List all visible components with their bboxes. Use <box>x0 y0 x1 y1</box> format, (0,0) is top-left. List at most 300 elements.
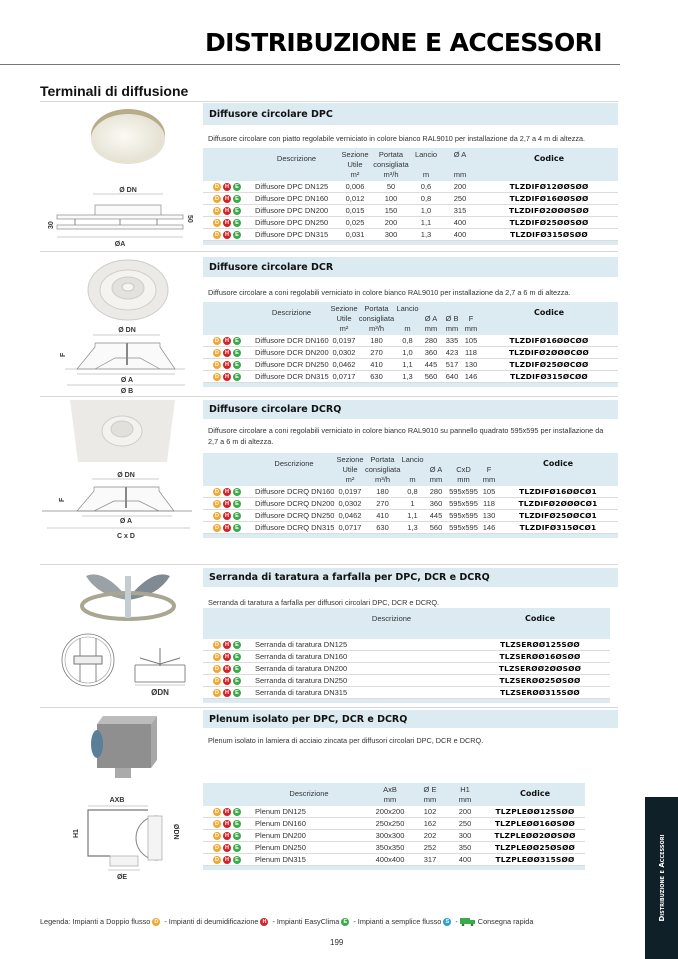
cell-code: TLZSERØØ125SØØ <box>470 639 610 651</box>
dpc-table <box>203 148 618 245</box>
dim-dn: Ø DN <box>119 187 137 194</box>
column-header <box>400 453 425 486</box>
table-row <box>203 181 618 193</box>
dim-a: Ø A <box>119 518 133 525</box>
dim-cd: C x D <box>117 533 135 540</box>
column-header-line: mm <box>464 324 478 333</box>
badge-e-icon: E <box>233 183 241 191</box>
column-header-line: AxB <box>383 785 397 794</box>
table-row <box>203 371 618 383</box>
table-row <box>203 818 585 830</box>
cell-value: 1,1 <box>412 217 440 229</box>
dpc-product-image <box>88 108 168 168</box>
table-row <box>203 842 585 854</box>
dpc-description: Diffusore circolare con piatto regolabile verniciato in colore bianco RAL9010 per installazione da 2,7 a 4 m di altezza. <box>208 134 586 143</box>
column-header-line <box>440 160 480 170</box>
column-header-line <box>412 160 440 170</box>
column-header-line: Descrizione <box>271 308 312 317</box>
badge-e-icon: E <box>233 231 241 239</box>
table-row <box>203 193 618 205</box>
cell-value: 0,0197 <box>335 486 365 498</box>
cell-description: Plenum DN160 <box>253 818 365 830</box>
cell-value: 250x250 <box>365 818 415 830</box>
cell-value: 0,8 <box>395 335 420 347</box>
cell-value: 1,3 <box>400 522 425 534</box>
title-divider <box>0 64 620 65</box>
cell-value: 595x595 <box>447 522 480 534</box>
cell-value: 200 <box>440 181 480 193</box>
dim-dn: Ø DN <box>118 327 136 334</box>
column-header <box>420 302 442 335</box>
column-header <box>253 148 340 181</box>
cell-value: 0,006 <box>340 181 370 193</box>
column-header-line <box>480 455 498 465</box>
serranda-table <box>203 608 610 703</box>
column-header <box>462 302 480 335</box>
system-badges <box>203 687 253 699</box>
badge-e-icon: E <box>341 918 349 926</box>
column-header-line: mm <box>458 795 472 804</box>
column-header-line: F <box>468 314 474 323</box>
column-header-line: Descrizione <box>289 789 329 798</box>
table-header-row <box>203 608 610 639</box>
badge-d-icon: D <box>213 653 221 661</box>
cell-description: Serranda di taratura DN160 <box>253 651 470 663</box>
cell-value: 335 <box>442 335 462 347</box>
cell-value: 0,0302 <box>335 498 365 510</box>
dcr-description: Diffusore circolare a coni regolabili verniciato in colore bianco RAL9010 per installazione da 2,7 a 6 m di altezza. <box>208 288 571 297</box>
cell-value: 162 <box>415 818 445 830</box>
cell-description: Diffusore DCR DN160 <box>255 336 329 345</box>
table-row <box>203 522 618 534</box>
badge-e-icon: E <box>233 373 241 381</box>
cell-description: Serranda di taratura DN315 <box>253 687 470 699</box>
column-header-line: mm <box>445 324 459 333</box>
column-header <box>253 302 330 335</box>
cell-value: 400 <box>440 229 480 241</box>
cell-description: Diffusore DCRQ DN160 <box>255 487 335 496</box>
cell-value: 315 <box>440 205 480 217</box>
column-header-line: m³/h <box>383 170 399 179</box>
cell-description: Diffusore DPC DN200 <box>253 205 340 217</box>
cell-value: 105 <box>462 335 480 347</box>
serranda-product-image <box>78 570 178 625</box>
cell-description: Diffusore DCRQ DN250 <box>255 511 335 520</box>
cell-value: 1,3 <box>395 371 420 383</box>
column-header-line <box>425 455 447 465</box>
cell-code: TLZDIFØ12ØØSØØ <box>480 181 618 193</box>
cell-value: 180 <box>358 335 395 347</box>
badge-h-icon: H <box>223 195 231 203</box>
badge-e-icon: E <box>233 665 241 673</box>
table-footer <box>203 699 610 704</box>
badge-e-icon: E <box>233 820 241 828</box>
side-tab-label: Distribuzione e Accessori <box>657 834 666 922</box>
table-footer-bar <box>203 534 618 539</box>
column-header-line: Descrizione <box>274 459 314 468</box>
column-header-line: m <box>404 324 411 333</box>
cell-value: 560 <box>420 371 442 383</box>
cell-value: 0,0302 <box>330 347 358 359</box>
column-header <box>365 783 415 806</box>
cell-value: 423 <box>442 347 462 359</box>
column-header-line: Portata <box>378 150 404 159</box>
cell-code: TLZDIFØ315ØSØØ <box>480 229 618 241</box>
table-footer-bar <box>203 383 618 388</box>
badge-d-icon: D <box>213 349 221 357</box>
badge-d-icon: D <box>213 665 221 673</box>
cell-value: 146 <box>462 371 480 383</box>
table-row <box>203 675 610 687</box>
badge-h-icon: H <box>223 337 231 345</box>
column-header-line: Ø A <box>453 150 467 159</box>
cell-value: 360 <box>425 498 447 510</box>
divider <box>40 707 618 708</box>
badge-e-icon: E <box>233 641 241 649</box>
dcr-dimension-diagram <box>55 325 185 395</box>
cell-value: 317 <box>415 854 445 866</box>
column-header <box>253 453 335 486</box>
column-header-line: F <box>486 465 492 474</box>
legend-double-flow: Legenda: Impianti a Doppio flusso <box>40 917 151 926</box>
dpc-dimension-diagram <box>45 185 195 250</box>
cell-code: TLZPLEØØ16ØSØØ <box>485 818 585 830</box>
serranda-description: Serranda di taratura a farfalla per diffusori circolari DPC, DCR e DCRQ. <box>208 598 440 607</box>
badge-h-icon: H <box>223 808 231 816</box>
cell-value: 630 <box>358 371 395 383</box>
badge-h-icon: H <box>223 488 231 496</box>
badge-h-icon: H <box>223 231 231 239</box>
cell-value: 0,8 <box>412 193 440 205</box>
divider <box>40 396 618 397</box>
dcr-product-image <box>83 258 173 322</box>
legend-simple-flow: - Impianti a semplice flusso <box>353 917 442 926</box>
column-header-line: consigliata <box>365 465 401 474</box>
column-header-line: Codice <box>533 308 564 317</box>
column-header-line: Codice <box>519 789 550 798</box>
column-header-line: Lancio <box>396 304 419 313</box>
badge-h-icon: H <box>223 641 231 649</box>
column-header <box>415 783 445 806</box>
badge-e-icon: E <box>233 524 241 532</box>
system-badges <box>203 639 253 651</box>
column-header-line <box>400 465 425 475</box>
column-header-line: Ø E <box>423 785 437 794</box>
table-header-row <box>203 302 618 335</box>
cell-code: TLZDIFØ25ØØSØØ <box>480 217 618 229</box>
cell-value: 1 <box>400 498 425 510</box>
dim-a: Ø A <box>120 377 134 384</box>
column-header <box>480 148 618 181</box>
column-header-line: Codice <box>533 154 564 163</box>
badge-e-icon: E <box>233 856 241 864</box>
badge-e-icon: E <box>233 808 241 816</box>
system-badges <box>203 486 253 498</box>
cell-description: Diffusore DPC DN160 <box>253 193 340 205</box>
cell-value: 1,3 <box>412 229 440 241</box>
column-header-line: Ø A <box>429 465 443 474</box>
cell-value: 300 <box>445 830 485 842</box>
table-row <box>203 510 618 522</box>
badge-e-icon: E <box>233 677 241 685</box>
cell-code: TLZDIFØ315ØCØØ <box>480 371 618 383</box>
column-header-line <box>462 304 480 314</box>
column-header <box>340 148 370 181</box>
badge-h-icon: H <box>223 689 231 697</box>
system-badges <box>203 510 253 522</box>
dcrq-dimension-diagram <box>42 470 192 542</box>
cell-value: 180 <box>365 486 400 498</box>
column-header-line: consigliata <box>373 160 409 169</box>
column-header-line: Portata <box>370 455 395 464</box>
badge-e-icon: E <box>233 653 241 661</box>
system-badges <box>203 335 253 347</box>
section-subtitle: Terminali di diffusione <box>40 83 189 99</box>
truck-icon <box>460 918 476 926</box>
system-badges <box>203 854 253 866</box>
cell-code: TLZDIFØ25ØØCØØ <box>480 359 618 371</box>
cell-value: 300 <box>370 229 412 241</box>
dim-dn: ØDN <box>151 688 169 697</box>
cell-description: Serranda di taratura DN200 <box>253 663 470 675</box>
badge-h-icon: H <box>223 361 231 369</box>
column-header <box>330 302 358 335</box>
cell-value: 350 <box>445 842 485 854</box>
system-badges <box>203 371 253 383</box>
cell-code: TLZDIFØ2ØØØCØ1 <box>498 498 618 510</box>
badge-d-icon: D <box>213 689 221 697</box>
column-header-line: mm <box>423 795 437 804</box>
cell-code: TLZPLEØØ315SØØ <box>485 854 585 866</box>
cell-value: 445 <box>420 359 442 371</box>
badge-e-icon: E <box>233 832 241 840</box>
badge-h-icon: H <box>223 832 231 840</box>
column-header-line: mm <box>453 170 467 179</box>
page-title: DISTRIBUZIONE E ACCESSORI <box>205 28 602 57</box>
column-header-line: Sezione <box>341 150 369 159</box>
table-footer-bar <box>203 699 610 704</box>
dcr-table <box>203 302 618 387</box>
badge-d-icon: D <box>213 207 221 215</box>
badge-d-icon: D <box>152 918 160 926</box>
system-badges <box>203 522 253 534</box>
divider <box>40 101 618 102</box>
column-header-line: Descrizione <box>276 154 317 163</box>
badge-h-icon: H <box>223 524 231 532</box>
column-header <box>447 453 480 486</box>
badge-d-icon: D <box>213 641 221 649</box>
cell-description: Diffusore DCRQ DN200 <box>255 499 335 508</box>
system-badges <box>203 498 253 510</box>
serranda-dimension-diagram <box>60 630 194 702</box>
cell-value: 1,1 <box>395 359 420 371</box>
cell-value: 270 <box>365 498 400 510</box>
cell-description: Diffusore DPC DN125 <box>253 181 340 193</box>
cell-value: 0,0462 <box>335 510 365 522</box>
cell-value: 410 <box>365 510 400 522</box>
cell-description: Serranda di taratura DN250 <box>253 675 470 687</box>
plenum-section-title: Plenum isolato per DPC, DCR e DCRQ <box>203 710 618 728</box>
cell-value: 130 <box>480 510 498 522</box>
header-badges <box>203 302 253 335</box>
cell-value: 50 <box>370 181 412 193</box>
badge-d-icon: D <box>213 524 221 532</box>
badge-h-icon: H <box>223 183 231 191</box>
dcrq-product-image <box>70 400 175 462</box>
badge-e-icon: E <box>233 844 241 852</box>
cell-code: TLZSERØØ16ØSØØ <box>470 651 610 663</box>
cell-value: 595x595 <box>447 498 480 510</box>
column-header-line: consigliata <box>358 314 395 323</box>
column-header-line: m³/h <box>369 324 384 333</box>
badge-d-icon: D <box>213 373 221 381</box>
badge-h-icon: H <box>260 918 268 926</box>
badge-h-icon: H <box>223 500 231 508</box>
badge-h-icon: H <box>223 677 231 685</box>
column-header-line: m <box>409 475 416 484</box>
cell-value: 280 <box>420 335 442 347</box>
cell-value: 150 <box>370 205 412 217</box>
cell-code: TLZPLEØØ2ØØSØØ <box>485 830 585 842</box>
cell-value: 250 <box>445 818 485 830</box>
cell-value: 400 <box>445 854 485 866</box>
cell-value: 200 <box>370 217 412 229</box>
cell-description: Plenum DN200 <box>253 830 365 842</box>
legend-easyclima: - Impianti EasyClima <box>272 917 340 926</box>
badge-h-icon: H <box>223 207 231 215</box>
column-header-line: Lancio <box>414 150 438 159</box>
table-row <box>203 335 618 347</box>
cell-value: 1,1 <box>400 510 425 522</box>
legend-separator: - <box>455 917 458 926</box>
system-badges <box>203 663 253 675</box>
column-header-line: Lancio <box>401 455 424 464</box>
cell-value: 118 <box>480 498 498 510</box>
cell-code: TLZDIFØ2ØØØSØØ <box>480 205 618 217</box>
column-header <box>425 453 447 486</box>
cell-code: TLZDIFØ315ØCØ1 <box>498 522 618 534</box>
cell-value: 0,025 <box>340 217 370 229</box>
column-header <box>335 453 365 486</box>
table-row <box>203 486 618 498</box>
cell-value: 300x300 <box>365 830 415 842</box>
dcrq-description: Diffusore circolare a coni regolabili verniciato in colore bianco RAL9010 su pannello quadrato 595x595 per installazione da 2,7 a 6 m di altezza. <box>208 426 604 446</box>
cell-value: 0,0462 <box>330 359 358 371</box>
badge-d-icon: D <box>213 808 221 816</box>
cell-value: 630 <box>365 522 400 534</box>
badge-d-icon: D <box>213 337 221 345</box>
cell-value: 0,0717 <box>330 371 358 383</box>
dcrq-table <box>203 453 618 538</box>
cell-value: 252 <box>415 842 445 854</box>
system-badges <box>203 675 253 687</box>
badge-d-icon: D <box>213 500 221 508</box>
badge-d-icon: D <box>213 820 221 828</box>
column-header <box>445 783 485 806</box>
cell-code: TLZDIFØ16ØØCØØ <box>480 335 618 347</box>
badge-e-icon: E <box>233 219 241 227</box>
column-header <box>253 608 470 639</box>
dim-e: ØE <box>116 874 128 881</box>
badge-s-icon: S <box>443 918 451 926</box>
cell-value: 360 <box>420 347 442 359</box>
table-row <box>203 854 585 866</box>
column-header-line: Sezione <box>330 304 358 313</box>
cell-value: 270 <box>358 347 395 359</box>
dcr-section-title: Diffusore circolare DCR <box>203 257 618 277</box>
badge-d-icon: D <box>213 677 221 685</box>
plenum-dimension-diagram <box>70 792 190 882</box>
table-footer <box>203 534 618 539</box>
dim-50: 50 <box>186 215 193 223</box>
table-footer <box>203 383 618 388</box>
plenum-description: Plenum isolato in lamiera di acciaio zincata per diffusori circolari DPC, DCR e DCRQ. <box>208 736 484 745</box>
cell-code: TLZSERØØ2ØØSØØ <box>470 663 610 675</box>
badge-h-icon: H <box>223 512 231 520</box>
cell-code: TLZPLEØØ125SØØ <box>485 806 585 818</box>
table-footer-bar <box>203 866 585 871</box>
column-header <box>498 453 618 486</box>
cell-value: 280 <box>425 486 447 498</box>
dim-h1: H1 <box>73 829 80 838</box>
table-header-row <box>203 453 618 486</box>
plenum-product-image <box>85 712 165 782</box>
dim-axb: AXB <box>109 797 125 804</box>
column-header-line: mm <box>429 475 443 484</box>
dim-f: F <box>59 497 66 502</box>
cell-description: Serranda di taratura DN125 <box>253 639 470 651</box>
cell-description: Plenum DN250 <box>253 842 365 854</box>
dim-dn: Ø DN <box>117 472 135 479</box>
header-badges <box>203 148 253 181</box>
table-row <box>203 663 610 675</box>
badge-h-icon: H <box>223 373 231 381</box>
page-number: 199 <box>330 938 344 947</box>
column-header <box>370 148 412 181</box>
cell-value: 560 <box>425 522 447 534</box>
column-header-line: Codice <box>524 614 555 623</box>
table-row <box>203 229 618 241</box>
column-header-line: Portata <box>364 304 389 313</box>
plenum-table <box>203 783 585 870</box>
badge-d-icon: D <box>213 231 221 239</box>
system-badges <box>203 205 253 217</box>
cell-value: 400x400 <box>365 854 415 866</box>
badge-d-icon: D <box>213 856 221 864</box>
table-row <box>203 651 610 663</box>
column-header <box>442 302 462 335</box>
cell-value: 350x350 <box>365 842 415 854</box>
column-header-line <box>420 304 442 314</box>
column-header-line: Codice <box>542 459 573 468</box>
divider <box>40 564 618 565</box>
cell-value: 400 <box>440 217 480 229</box>
cell-description: Diffusore DCR DN315 <box>255 372 329 381</box>
column-header-line: Descrizione <box>371 614 412 623</box>
badge-d-icon: D <box>213 844 221 852</box>
column-header <box>480 453 498 486</box>
cell-description: Diffusore DCRQ DN315 <box>255 523 335 532</box>
cell-description: Diffusore DPC DN315 <box>253 229 340 241</box>
header-badges <box>203 453 253 486</box>
table-header-row <box>203 783 585 806</box>
badge-d-icon: D <box>213 512 221 520</box>
system-badges <box>203 842 253 854</box>
dpc-section-title: Diffusore circolare DPC <box>203 103 618 125</box>
table-row <box>203 359 618 371</box>
cell-value: 0,015 <box>340 205 370 217</box>
badge-h-icon: H <box>223 856 231 864</box>
